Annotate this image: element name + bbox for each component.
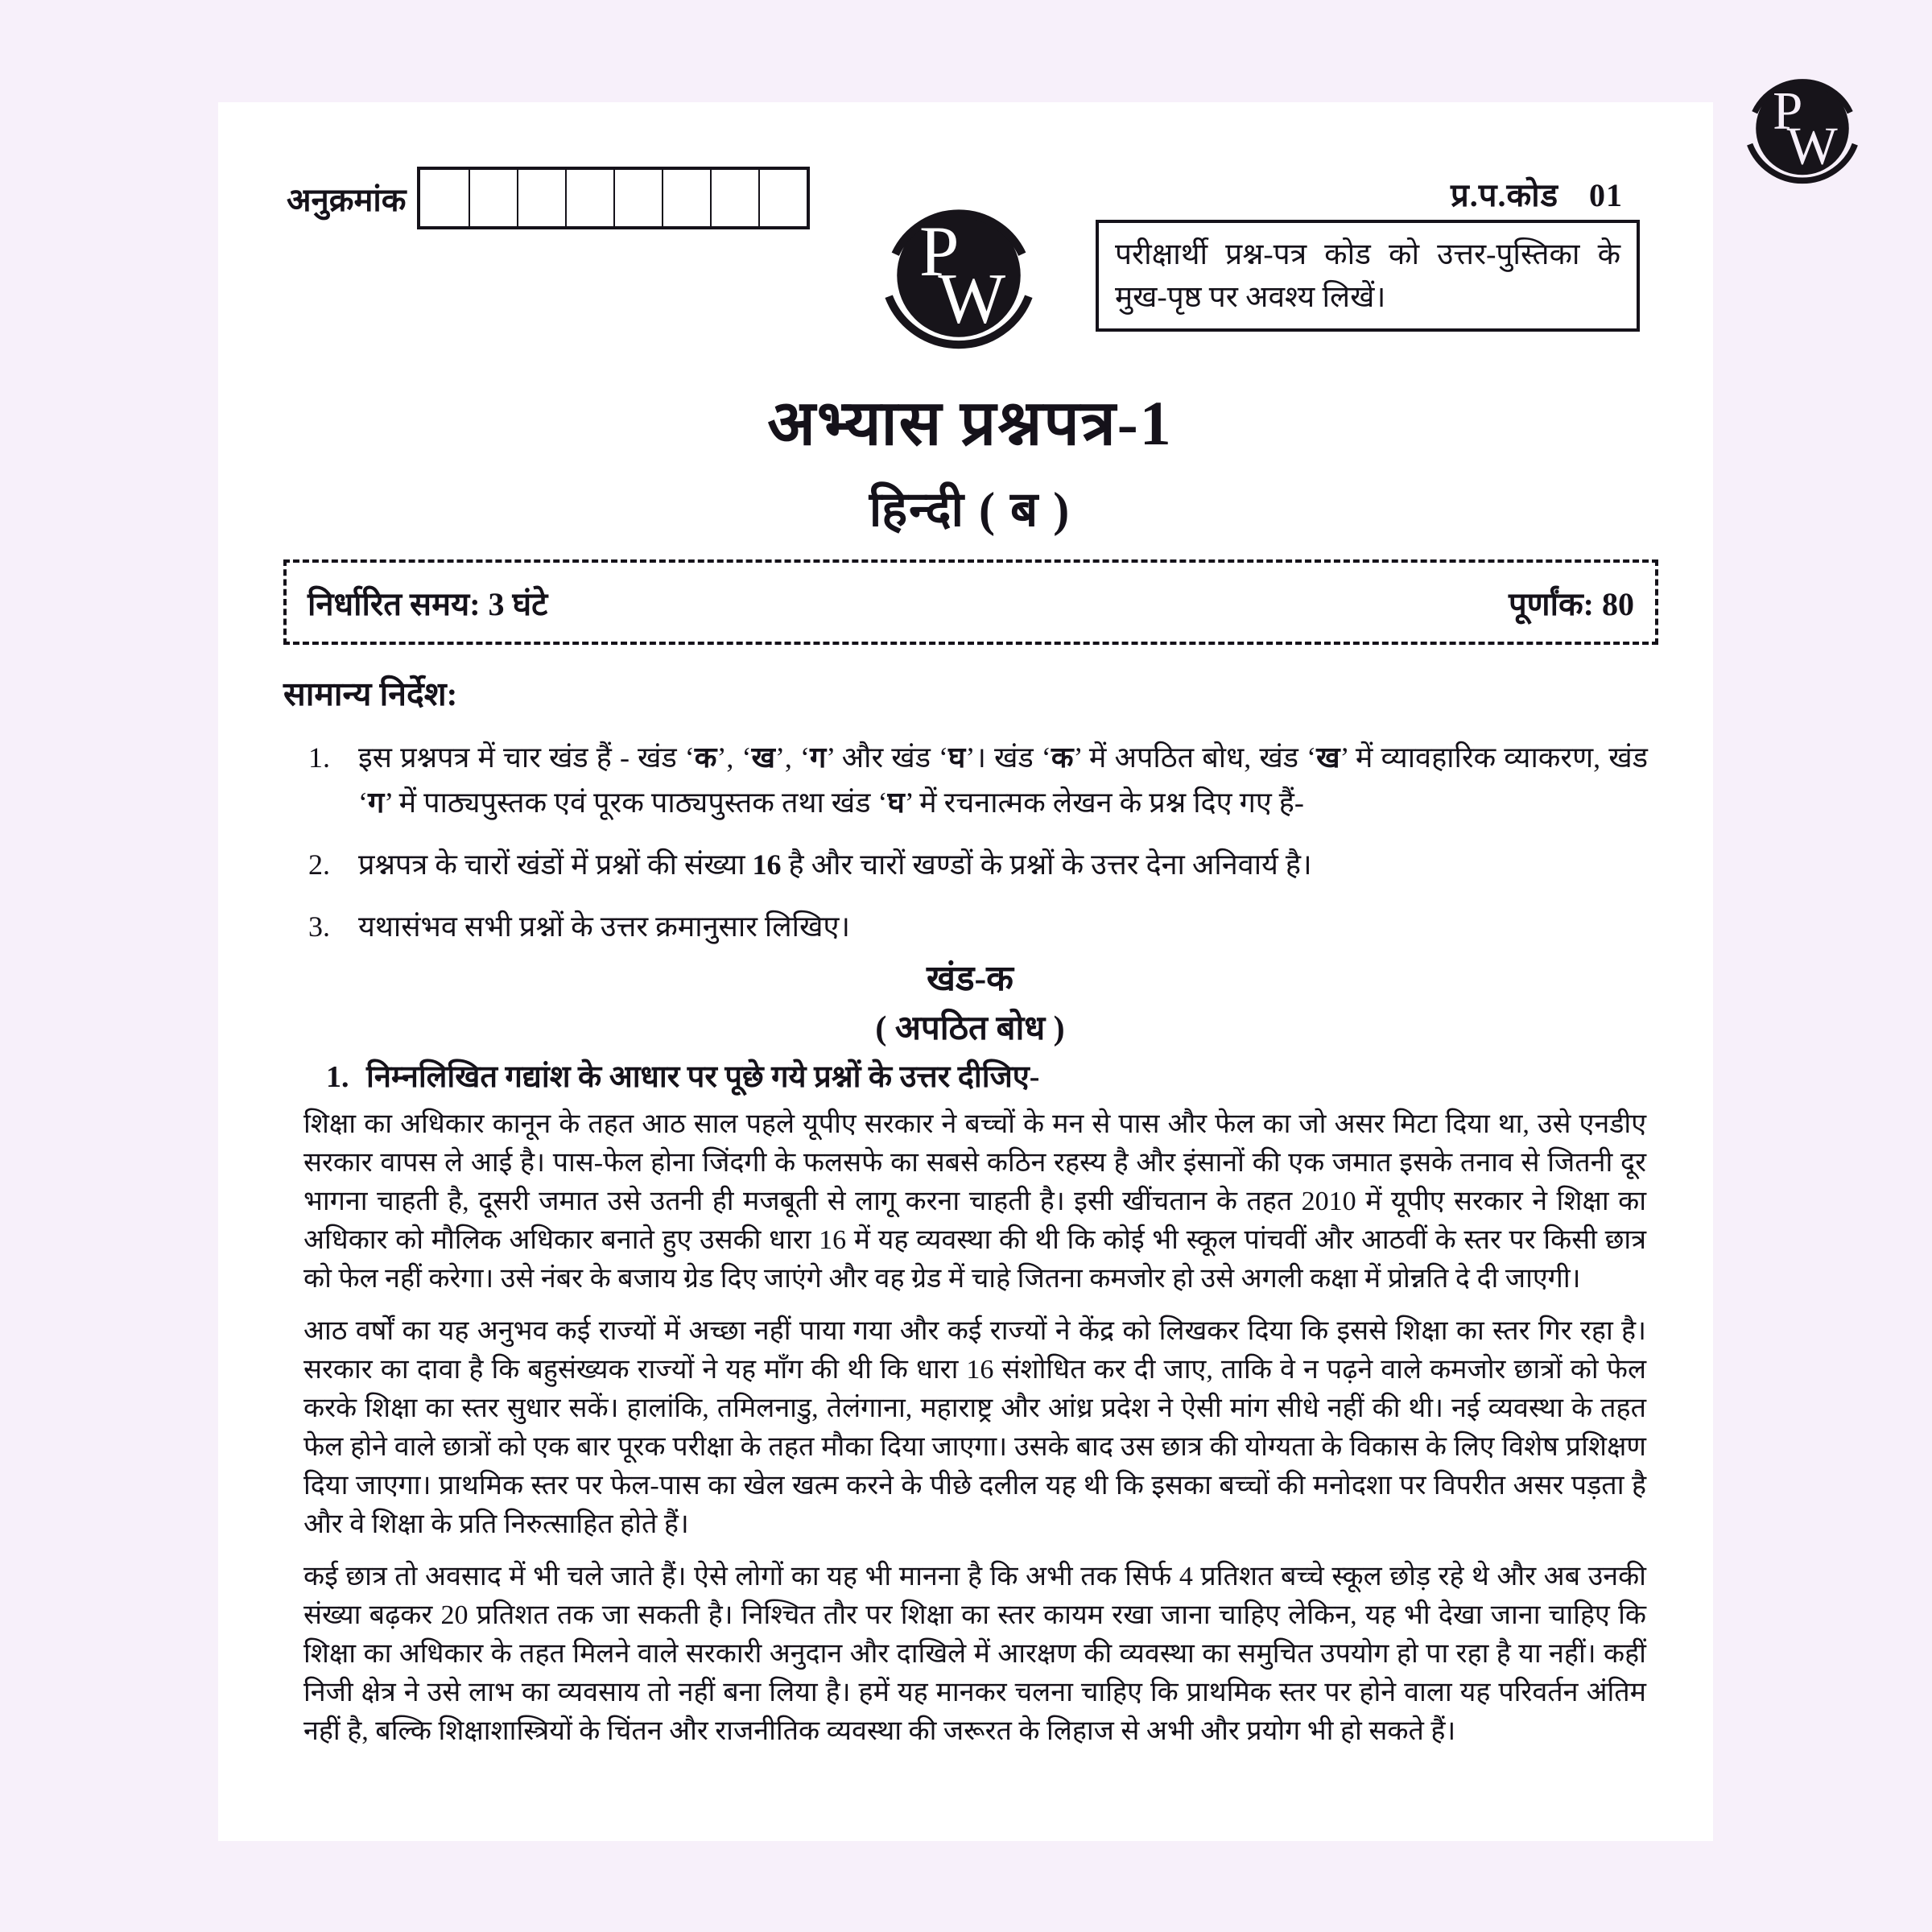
passage-paragraph: शिक्षा का अधिकार कानून के तहत आठ साल पहले यूपीए सरकार ने बच्चों के मन से पास और फेल का जो असर मिटा दिया था, उसे एनडीए सरकार वापस ले आई है। पास-फेल होना जिंदगी के फलसफे का सबसे कठिन रहस्य है और इंसानों की एक जमात इसके तनाव से जितनी दूर भागना चाहती है, दूसरी जमात उसे उतनी ही मजबूती से लागू करना चाहती है। इसी खींचतान के तहत 2010 में यूपीए सरकार ने शिक्षा का अधिकार को मौलिक अधिकार बनाते हुए उसकी धारा 16 में यह व्यवस्था की थी कि कोई भी स्कूल पांचवीं और आठवीं के स्तर पर किसी छात्र को फेल नहीं करेगा। उसे नंबर के बजाय ग्रेड दिए जाएंगे और वह ग्रेड में चाहे जितना कमजोर हो उसे अगली कक्षा में प्रोन्नति दे दी जाएगी। [303,1109,1646,1294]
instruction-text: यथासंभव सभी प्रश्नों के उत्तर क्रमानुसार लिखिए। [358,910,850,943]
notice-line-2: मुख-पृष्ठ पर अवश्य लिखें। [1115,280,1386,314]
roll-number-label: अनुक्रमांक [287,181,407,218]
question-paper-page [218,102,1713,1841]
paper-code [1451,171,1623,216]
roll-box-cell [710,170,758,226]
question-heading-text: निम्नलिखित गद्यांश के आधार पर पूछे गये प्रश्नों के उत्तर दीजिए- [366,1060,1040,1094]
question-1-passage [303,1105,1646,1765]
pw-logo-icon [877,196,1040,358]
pw-logo-icon [1741,68,1864,191]
roll-number-boxes [417,167,810,229]
roll-box-cell [662,170,710,226]
roll-box-cell [517,170,565,226]
passage-paragraph: आठ वर्षों का यह अनुभव कई राज्यों में अच्छा नहीं पाया गया और कई राज्यों ने केंद्र को लिखकर दिया कि इससे शिक्षा का स्तर गिर रहा है। सरकार का दावा है कि बहुसंख्यक राज्यों ने यह माँग की थी कि धारा 16 संशोधित कर दी जाए, ताकि वे न पढ़ने वाले कमजोर छात्रों को फेल करके शिक्षा का स्तर सुधार सकें। हालांकि, तमिलनाडु, तेलंगाना, महाराष्ट्र और आंध्र प्रदेश ने ऐसी मांग सीधे नहीं की थी। नई व्यवस्था के तहत फेल होने वाले छात्रों को एक बार पूरक परीक्षा के तहत मौका दिया जाएगा। उसके बाद उस छात्र की योग्यता के विकास के लिए विशेष प्रशिक्षण दिया जाएगा। प्राथमिक स्तर पर फेल-पास का खेल खत्म करने के पीछे दलील यह थी कि इसका बच्चों की मनोदशा पर विपरीत असर पड़ता है और वे शिक्षा के प्रति निरुत्साहित होते हैं। [303,1316,1646,1539]
instruction-number: 2. [308,848,330,881]
notice-box [1096,220,1640,332]
instruction-text: इस प्रश्नपत्र में चार खंड हैं - खंड ‘क’, ‘ख’, ‘ग’ और खंड ‘घ’। खंड ‘क’ में अपठित बोध, खंड ‘ख’ में व्यावहारिक व्याकरण, खंड ‘ग’ में पाठ्यपुस्तक एवं पूरक पाठ्यपुस्तक तथा खंड ‘घ’ में रचनात्मक लेखन के प्रश्न दिए गए हैं- [358,741,1648,819]
roll-number-row [287,167,810,229]
instruction-item [308,904,1648,949]
section-title: खंड-क [927,959,1013,998]
logo-letter-w: W [938,259,1006,339]
passage-paragraph: कई छात्र तो अवसाद में भी चले जाते हैं। ऐसे लोगों का यह भी मानना है कि अभी तक सिर्फ 4 प्रतिशत बच्चे स्कूल छोड़ रहे थे और अब उनकी संख्या बढ़कर 20 प्रतिशत तक जा सकती है। निश्चित तौर पर शिक्षा का स्तर कायम रखा जाना चाहिए लेकिन, यह भी देखा जाना चाहिए कि शिक्षा का अधिकार के तहत मिलने वाले सरकारी अनुदान और दाखिले में आरक्षण की व्यवस्था का समुचित उपयोग हो पा रहा है या नहीं। कहीं निजी क्षेत्र ने उसे लाभ का व्यवसाय तो नहीं बना लिया है। हमें यह मानकर चलना चाहिए कि प्राथमिक स्तर पर होने वाला यह परिवर्तन अंतिम नहीं है, बल्कि शिक्षाशास्त्रियों के चिंतन और राजनीतिक व्यवस्था की जरूरत के लिहाज से अभी और प्रयोग भी हो सकते हैं। [303,1562,1646,1746]
logo-letter-p: P [1773,80,1803,141]
notice-line-1: परीक्षार्थी प्रश्न-पत्र कोड को उत्तर-पुस्तिका के [1115,238,1620,271]
paper-subject: हिन्दी ( ब ) [869,483,1071,536]
time-allowed: निर्धारित समय: 3 घंटे [308,585,548,622]
instruction-number: 1. [308,741,330,774]
section-subtitle: ( अपठित बोध ) [875,1010,1065,1047]
paper-code-value: 01 [1589,177,1623,213]
roll-box-cell [758,170,807,226]
logo-letter-w: W [1786,116,1838,176]
roll-box-cell [469,170,517,226]
instruction-number: 3. [308,910,330,943]
logo-letter-p: P [919,212,960,291]
general-instructions-list [308,735,1648,966]
instruction-item [308,735,1648,825]
roll-box-cell [613,170,662,226]
instruction-text: प्रश्नपत्र के चारों खंडों में प्रश्नों की संख्या 16 है और चारों खण्डों के प्रश्नों के उत्तर देना अनिवार्य है। [358,848,1312,881]
roll-box-cell [565,170,613,226]
paper-code-label: प्र.प.कोड [1451,177,1558,213]
instruction-item [308,842,1648,887]
meta-box [283,559,1658,645]
question-number: 1. [326,1060,349,1094]
roll-box-cell [420,170,469,226]
pw-corner-logo [1741,68,1864,191]
general-instructions-heading: सामान्य निर्देश: [283,675,458,712]
pw-main-logo [877,196,1040,358]
paper-title: अभ्यास प्रश्नपत्र-1 [767,388,1173,458]
max-marks: पूर्णांक: 80 [1508,585,1634,622]
question-1-heading [326,1057,1649,1097]
